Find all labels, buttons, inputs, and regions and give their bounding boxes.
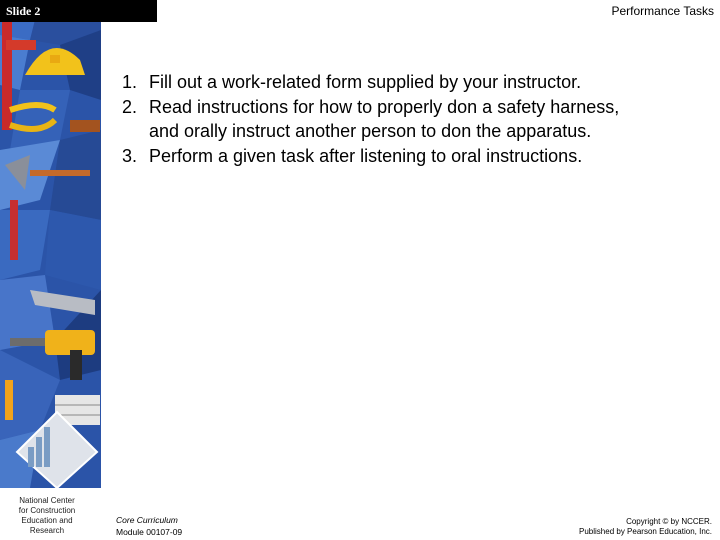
slide-title: Performance Tasks — [611, 4, 714, 18]
list-number: 1. — [122, 72, 138, 92]
list-item — [122, 144, 702, 169]
course-name: Core Curriculum — [116, 515, 178, 525]
copyright-text: Copyright © by NCCER. — [626, 517, 712, 526]
list-item-text: Read instructions for how to properly don a safety harness, — [149, 96, 620, 117]
list-item-text-continued: and orally instruct another person to don the apparatus. — [149, 121, 592, 141]
list-item-text: Perform a given task after listening to oral instructions. — [149, 145, 583, 166]
list-item — [122, 95, 702, 144]
tool-mosaic-image — [0, 0, 101, 488]
publisher-text: Published by Pearson Education, Inc. — [579, 527, 712, 536]
list-number: 3. — [122, 145, 138, 166]
copyright-footer — [579, 517, 712, 537]
list-item-text: Fill out a work-related form supplied by your instructor. — [149, 72, 582, 92]
list-item — [122, 70, 702, 95]
slide-number-label: Slide 2 — [0, 0, 157, 22]
module-number: Module 00107-09 — [116, 527, 183, 537]
course-footer — [116, 514, 182, 538]
performance-task-list — [122, 70, 702, 168]
organization-name: National Center for Construction Education and Research — [18, 496, 76, 535]
list-number: 2. — [122, 96, 138, 117]
mosaic-sidebar — [0, 0, 101, 540]
